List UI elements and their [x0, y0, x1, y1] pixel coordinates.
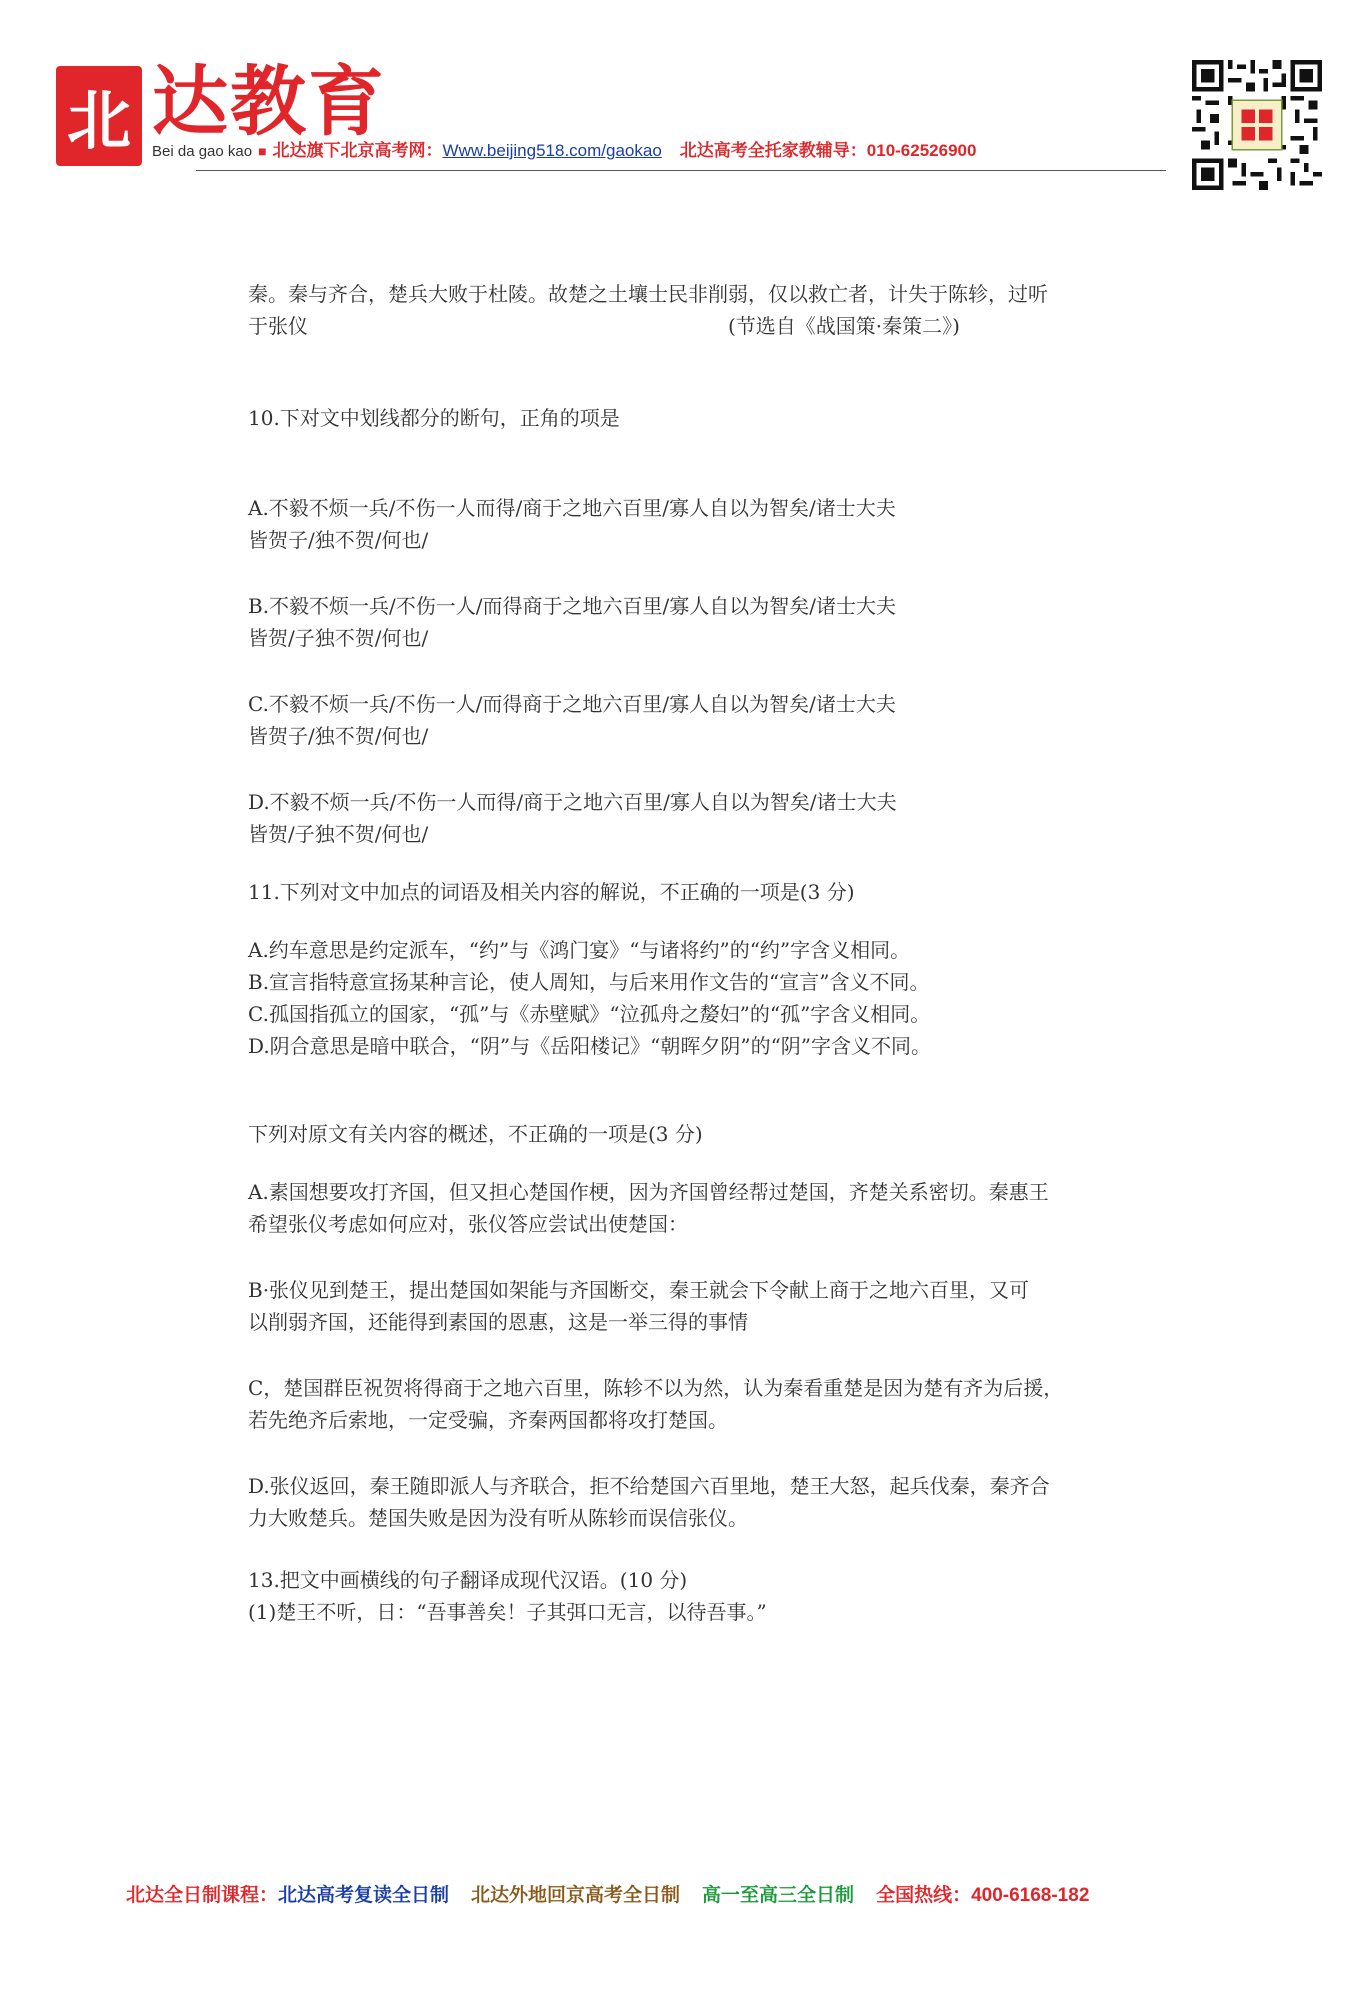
option-line: 皆贺/子独不贺/何也/: [248, 626, 429, 650]
qr-code-icon: [1192, 60, 1322, 190]
option-line: B.不毅不烦一兵/不伤一人/而得商于之地六百里/寡人自以为智矣/诸士大夫: [248, 594, 897, 618]
q12-option-c: [248, 1372, 1128, 1436]
option-line: 皆贺子/独不贺/何也/: [248, 724, 429, 748]
q11-option-a: A.约车意思是约定派车，“约”与《鸿门宴》“与诸将约”的“约”字含义相同。: [248, 938, 911, 962]
intro-line-end: 于张仪: [248, 314, 308, 338]
logo-char: 北: [67, 84, 131, 159]
source-citation: (节选自《战国策·秦策二》): [728, 314, 960, 338]
question-10-stem: 10.下对文中划线都分的断句，正角的项是: [248, 406, 620, 430]
q10-option-b: [248, 590, 1128, 654]
q11-options: [248, 934, 1128, 1062]
q12-option-a: [248, 1176, 1128, 1240]
option-line: 皆贺/子独不贺/何也/: [248, 822, 429, 846]
q12-option-b: [248, 1274, 1128, 1338]
q10-option-d: [248, 786, 1128, 850]
intro-line: 秦。秦与齐合，楚兵大败于杜陵。故楚之土壤士民非削弱，仅以救亡者，计失于陈轸，过听: [248, 282, 1048, 306]
option-line: 以削弱齐国，还能得到素国的恩惠，这是一举三得的事情: [248, 1310, 748, 1334]
q11-option-d: D.阴合意思是暗中联合，“阴”与《岳阳楼记》“朝晖夕阴”的“阴”字含义不同。: [248, 1034, 932, 1058]
option-line: A.素国想要攻打齐国，但又担心楚国作梗，因为齐国曾经帮过楚国，齐楚关系密切。秦惠王: [248, 1180, 1049, 1204]
q11-option-b: B.宣言指特意宣扬某种言论，使人周知，与后来用作文告的“宣言”含义不同。: [248, 970, 930, 994]
footer-hotline: 全国热线：400-6168-182: [876, 1885, 1090, 1906]
footer-label: 北达全日制课程：: [126, 1885, 279, 1906]
q12-option-d: [248, 1470, 1128, 1534]
question-13-stem: 13.把文中画横线的句子翻译成现代汉语。(10 分): [248, 1568, 688, 1592]
option-line: 若先绝齐后索地，一定受骗，齐秦两国都将攻打楚国。: [248, 1408, 728, 1432]
brand-pinyin: Bei da gao kao: [152, 143, 253, 160]
footer-course-2[interactable]: 北达外地回京高考全日制: [471, 1885, 681, 1906]
square-bullet: ■: [258, 143, 267, 159]
option-line: C.不毅不烦一兵/不伤一人/而得商于之地六百里/寡人自以为智矣/诸士大夫: [248, 692, 896, 716]
option-line: D.张仪返回，秦王随即派人与齐联合，拒不给楚国六百里地，楚王大怒，起兵伐秦，秦齐合: [248, 1474, 1050, 1498]
question-11-stem: 11.下列对文中加点的词语及相关内容的解说，不正确的一项是(3 分): [248, 880, 855, 904]
header-divider: [196, 170, 1166, 171]
footer-course-3[interactable]: 高一至高三全日制: [702, 1885, 855, 1906]
question-13-item-1: (1)楚王不听，日：“吾事善矣！子其弭口无言，以待吾事。”: [248, 1600, 767, 1624]
footer-bar: [126, 1880, 1246, 1907]
question-12-stem: 下列对原文有关内容的概述，不正确的一项是(3 分): [248, 1122, 703, 1146]
q10-option-c: [248, 688, 1128, 752]
logo-mark: [56, 66, 142, 166]
tutor-hotline: 北达高考全托家教辅导：010-62526900: [679, 141, 977, 160]
option-line: A.不毅不烦一兵/不伤一人而得/商于之地六百里/寡人自以为智矣/诸士大夫: [248, 496, 896, 520]
intro-line: [248, 310, 1128, 342]
option-line: 皆贺子/独不贺/何也/: [248, 528, 429, 552]
footer-course-1[interactable]: 北达高考复读全日制: [278, 1885, 450, 1906]
exam-content: [248, 278, 1128, 1628]
option-line: C，楚国群臣祝贺将得商于之地六百里，陈轸不以为然，认为秦看重楚是因为楚有齐为后援，: [248, 1376, 1064, 1400]
option-line: D.不毅不烦一兵/不伤一人而得/商于之地六百里/寡人自以为智矣/诸士大夫: [248, 790, 897, 814]
site-label: 北达旗下北京高考网：: [272, 141, 443, 160]
option-line: B·张仪见到楚王，提出楚国如架能与齐国断交，秦王就会下令献上商于之地六百里，又可: [248, 1278, 1030, 1302]
logo-text: 达教育: [152, 57, 386, 146]
site-link[interactable]: Www.beijing518.com/gaokao: [442, 141, 662, 160]
option-line: 希望张仪考虑如何应对，张仪答应尝试出使楚国：: [248, 1212, 688, 1236]
option-line: 力大败楚兵。楚国失败是因为没有听从陈轸而误信张仪。: [248, 1506, 748, 1530]
header-info: [152, 140, 1152, 163]
q10-option-a: [248, 492, 1128, 556]
q11-option-c: C.孤国指孤立的国家，“孤”与《赤壁赋》“泣孤舟之嫠妇”的“孤”字含义相同。: [248, 1002, 931, 1026]
